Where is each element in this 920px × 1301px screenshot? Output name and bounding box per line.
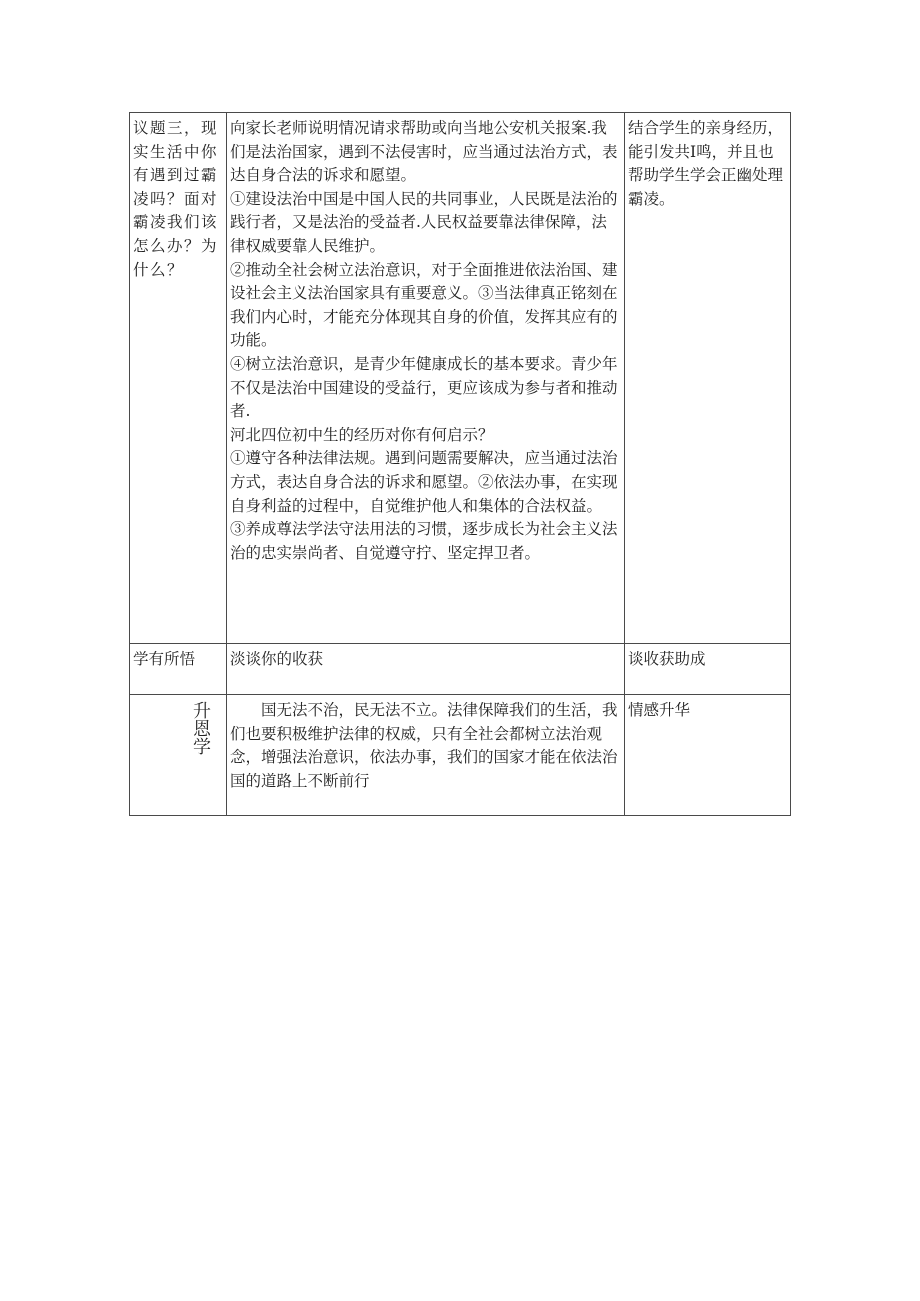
vertical-label-char: 学 (193, 737, 211, 758)
purpose-cell: 情感升华 (625, 695, 791, 816)
lesson-plan-table (129, 112, 791, 816)
content-paragraph: ②推动全社会树立法治意识，对于全面推进依法治国、建设社会主义法治国家具有重要意义。③当法律真正铭刻在我们内心时，才能充分体现其自身的价值，发挥其应有的功能。 (230, 260, 618, 350)
content-paragraph: 河北四位初中生的经历对你有何启示？ (230, 425, 494, 444)
topic-cell: 议题三，现实生活中你有遇到过霸凌吗？面对霸凌我们该怎么办？为什么？ (130, 113, 227, 644)
content-paragraph: ③养成尊法学法守法用法的习惯，逐步成长为社会主义法治的忠实崇尚者、自觉遵守拧、坚定捍卫者。 (230, 520, 618, 562)
content-paragraph: ①建设法治中国是中国人民的共同事业，人民既是法治的践行者，又是法治的受益者.人民权益要靠法律保障，法律权威要靠人民维护。 (230, 189, 618, 255)
content-paragraph: 国无法不治，民无法不立。法律保障我们的生活，我们也要积极维护法律的权威，只有全社会都树立法治观念，增强法治意识，依法办事，我们的国家才能在依法治国的道路上不断前行 (230, 701, 618, 790)
vertical-label-char: 升 (193, 701, 211, 722)
topic-cell: 学有所悟 (130, 644, 227, 695)
purpose-cell: 结合学生的亲身经历，能引发共I鸣，并且也帮助学生学会正幽处理霸凌。 (625, 113, 791, 644)
content-paragraph: 向家长老师说明情况请求帮助或向当地公安机关报案.我们是法治国家，遇到不法侵害时，应当通过法治方式，表达自身合法的诉求和愿望。 (230, 119, 618, 185)
content-paragraph: ④树立法治意识，是青少年健康成长的基本要求。青少年不仅是法治中国建设的受益行，更应该成为参与者和推动者. (230, 354, 618, 421)
content-paragraph: ①遵守各种法律法规。遇到问题需要解决，应当通过法治方式，表达自身合法的诉求和愿望。②依法办事，在实现自身利益的过程中，自觉维护他人和集体的合法权益。 (230, 449, 618, 515)
content-cell: 淡谈你的收获 (227, 644, 625, 695)
content-cell (227, 695, 625, 816)
table-row (130, 644, 791, 695)
topic-cell (130, 695, 227, 816)
table-row (130, 695, 791, 816)
vertical-section-label (191, 703, 213, 757)
content-cell (227, 113, 625, 644)
table-row (130, 113, 791, 644)
purpose-cell: 谈收获助成 (625, 644, 791, 695)
vertical-label-char: 恩 (193, 719, 211, 740)
